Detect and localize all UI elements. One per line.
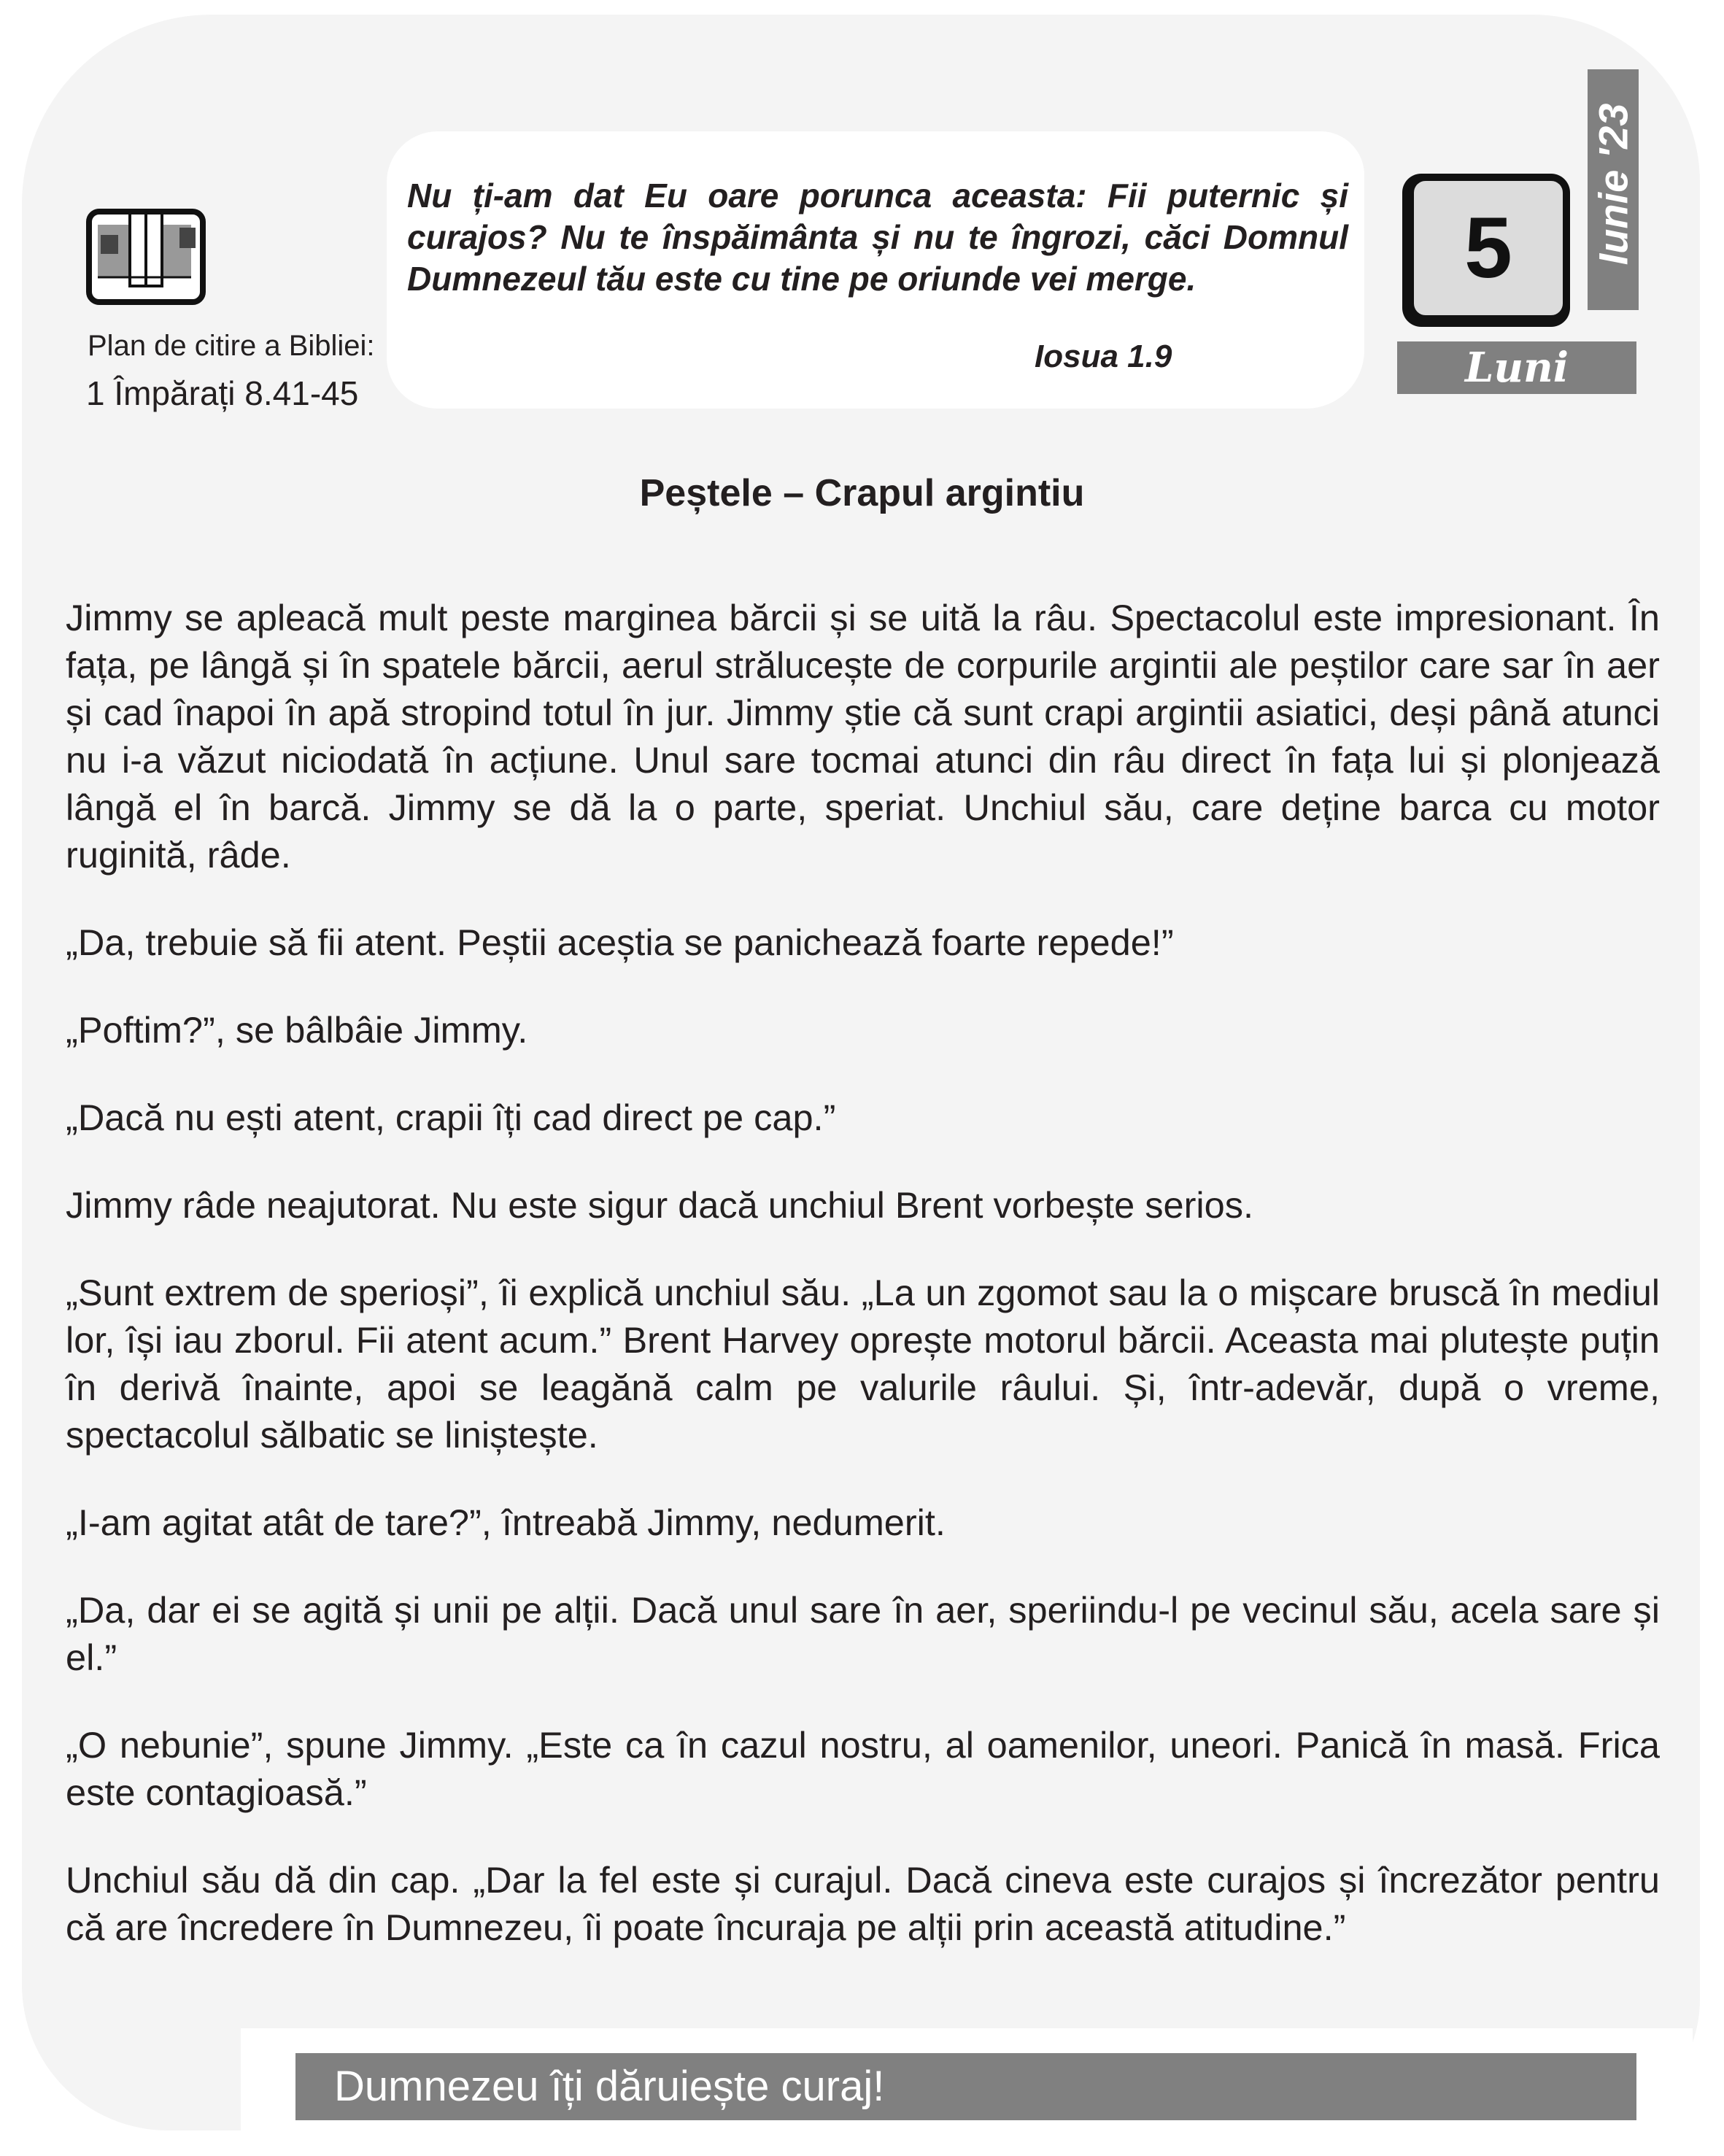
- paragraph: „I-am agitat atât de tare?”, întreabă Jimmy, nedumerit.: [66, 1502, 946, 1543]
- paragraph: „Da, dar ei se agită și unii pe alții. Dacă unul sare în aer, speriindu-l pe vecinul său, acela sare și el.”: [66, 1589, 1660, 1678]
- open-bible-icon: [86, 206, 210, 308]
- paragraph: „Da, trebuie să fii atent. Peștii aceștia se panichează foarte repede!”: [66, 921, 1174, 963]
- verse-reference: Iosua 1.9: [1035, 339, 1172, 374]
- calendar-day: 5: [1464, 200, 1512, 296]
- paragraph: „Dacă nu ești atent, crapii îți cad direct pe cap.”: [66, 1097, 836, 1138]
- paragraph: „Poftim?”, se bâlbâie Jimmy.: [66, 1009, 528, 1051]
- calendar-weekday: Luni: [1464, 344, 1569, 392]
- paragraph: „Sunt extrem de sperioși”, îi explică unchiul său. „La un zgomot sau la o mișcare bruscă în mediul lor, își iau zborul. Fii atent acum.” Brent Harvey oprește motorul bărcii. Aceasta mai plutește puțin în derivă înainte, apoi se leagănă calm pe valurile râului. Și, într-adevăr, după o vreme, spectacolul sălbatic se liniștește.: [66, 1272, 1660, 1456]
- paragraph: Unchiul său dă din cap. „Dar la fel este și curajul. Dacă cineva este curajos și încrezător pentru că are încredere în Dumnezeu, îi poate încuraja pe alții prin această atitudine.”: [66, 1859, 1660, 1948]
- calendar-month-wrapper: [1588, 69, 1639, 310]
- paragraph: Jimmy se apleacă mult peste marginea bărcii și se uită la râu. Spectacolul este impresionant. În fața, pe lângă și în spatele bărcii, aerul strălucește de corpurile argintii ale peștilor care sar în aer și cad înapoi în apă stropind totul în jur. Jimmy știe că sunt crapi argintii asiatici, deși până atunci nu i-a văzut niciodată în acțiune. Unul sare tocmai atunci din râu direct în fața lui și plonjează lângă el în barcă. Jimmy se dă la o parte, speriat. Unchiul său, care deține barca cu motor ruginită, râde.: [66, 597, 1660, 876]
- calendar-month: Iunie '23: [1590, 103, 1636, 266]
- calendar-day-box: [1408, 175, 1569, 321]
- reading-plan-reference: 1 Împărați 8.41-45: [86, 374, 359, 412]
- verse-text: Nu ți-am dat Eu oare porunca aceasta: Fii puternic și curajos? Nu te înspăimânta și nu te îngrozi, căci Domnul Dumnezeul tău este cu tine pe oriunde vei merge.: [407, 177, 1348, 298]
- reading-plan-label: Plan de citire a Bibliei:: [88, 330, 375, 362]
- story-title: Peștele – Crapul argintiu: [639, 472, 1085, 514]
- calendar-weekday-bar: [1397, 341, 1636, 394]
- footer-text: Dumnezeu îți dăruiește curaj!: [334, 2063, 885, 2110]
- story-body: [66, 594, 1660, 1991]
- paragraph: Jimmy râde neajutorat. Nu este sigur dacă unchiul Brent vorbește serios.: [66, 1184, 1254, 1226]
- paragraph: „O nebunie”, spune Jimmy. „Este ca în cazul nostru, al oamenilor, uneori. Panică în masă. Frica este contagioasă.”: [66, 1724, 1660, 1813]
